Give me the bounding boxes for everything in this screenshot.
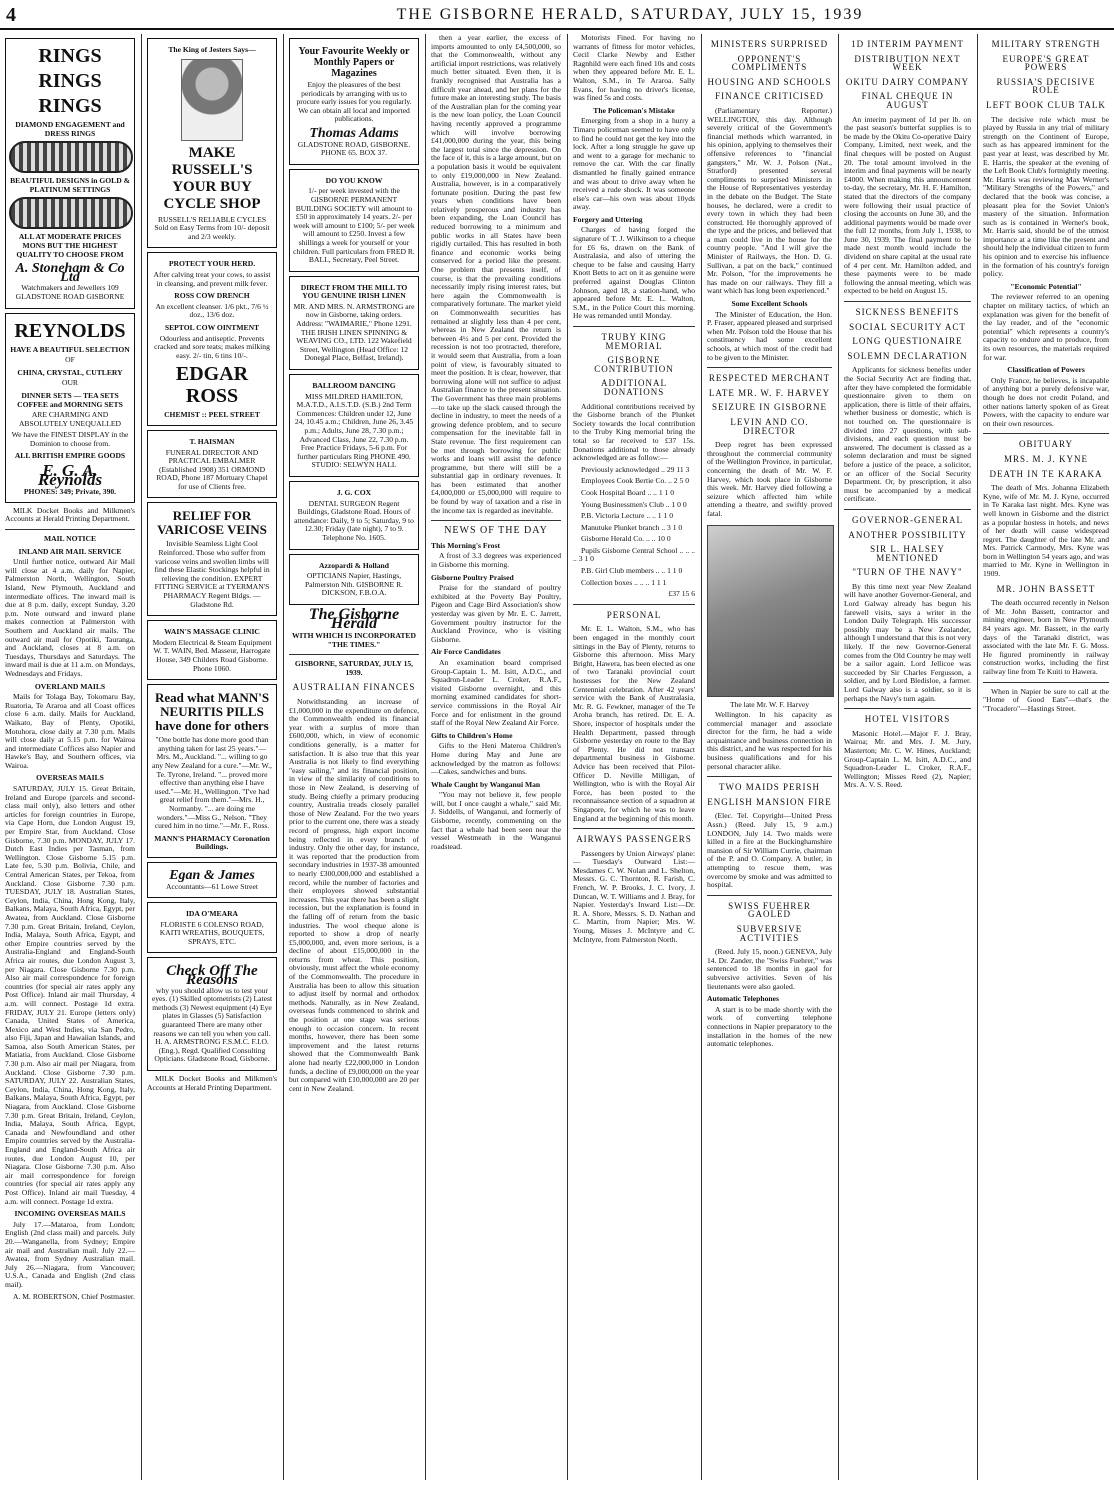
fin-cont: then a year earlier, the excess of imports amounted to only £4,500,000, so that the Commonwealth, without any artificial import restrictions, was relatively much better situated. Even then, it is frankly recognised that Australia has a difficult year ahead, and her plans for the future make an interesting study. The basis of the Australian plan for the coming year is the new loan policy, the Loan Council having recently approved a programme which will involve borrowing £41,000,000 during the year, this being the largest total since the depression. On the face of it, this is a large amount, but on a population basis it would be equivalent to only £19,000,000 in New Zealand. Australia, however, is in a comparatively fortunate position. During the past few years when conditions have been relatively prosperous and industry has been expanding, the Loan Council has reduced borrowing to a minimum and public works in all States have been rigidly curtailed. This has resulted in both finance and economic works being conserved for a period like the present. One problem that presents itself, of course, is that the prevailing conditions necessarily imply rising interest rates, but here again the Commonwealth is comparatively fortunate. The market yield on Commonwealth securities has remained at slightly less than 4 per cent, whereas in New Zealand the return is between 4½ and 5 per cent. Provided the recession is not too protracted, therefore, it would seem that Australia, from a loan point of view, is favourably situated to meet the position. It is clear, however, that borrowing alone will not suffice to adjust Australian finance to the present situation. The Government has three main problems—to take up the slack caused through the decline in industry, to meet the needs of a growing defence problem, and to secure compensation for the inevitable fall in State revenue. The first requirement can be met through borrowing for public works and loans will assist the defence programme, but there will still be a substantial gap in ordinary revenues. It has been estimated that another £4,000,000 or £5,000,000 will require to be found by way of taxation and a rise in the income tax is regarded as inevitable. <box>431 34 561 515</box>
maids-text: (Elec. Tel. Copyright—United Press Assn.) (Reed. July 15, 9 a.m.) LONDON, July 14. Two maids were killed in a fire at the Buckinghamshire mansion of Sir William Currie, chairman of the P. and O. Company. A butler, in attempting to rescue them, was overcome by smoke and was admitted to hospital. <box>707 811 832 890</box>
rings-line-1: RINGS <box>38 45 102 67</box>
incoming-text: July 17.—Mataroa, from London; English (2nd class mail) and parcels. July 20.—Wanganella, from Sydney; Empire air mail and Australian mail. July 22.—Awatea, from Sydney Australian mail. July 26.—Niagara, from Vancouver; U.S.A., Canada and English (2nd class mail). <box>5 1219 135 1289</box>
newspaper-title: THE GISBORNE HERALD, SATURDAY, JULY 15, 1939 <box>396 6 864 23</box>
maids-sub: ENGLISH MANSION FIRE <box>707 796 832 807</box>
news-text-3: An examination board comprised Group-Captain L. M. Isitt, A.D.C., and Squadron-Leader L. Croker, R.A.F., visited Gisborne overnight, and this morning examined candidates for short-service commissions in the Royal Air Force and for enlistment in the ground staff of the Royal New Zealand Air Force. <box>431 657 561 728</box>
int-sub-2: OKITU DAIRY COMPANY <box>845 76 970 87</box>
linen-text: MR. AND MRS. N. ARMSTRONG are now in Gisborne, taking orders. Address: "WAIMARIE," Phone 1291. THE IRISH LINEN SPINNING & WEAVING CO., LTD. 122 Wakefield Street, Wellington (Head Office: 12 Donegal Place, Belfast, Ireland). <box>293 301 415 363</box>
truby-sub-2: ADDITIONAL DONATIONS <box>601 378 667 397</box>
col5-top-text: Motorists Fined. For having no warrants of fitness for motor vehicles, Cecil Clarke Newby and Esther Ragnhild were each fined 10s and costs when they appeared before Mr. E. L. Walton, S.M., in Te Araroa. Sally Evans, for having no driver's license, was fined 5s and costs. <box>573 34 695 103</box>
column-8 <box>978 34 1114 1480</box>
fav-title: Your Favourite Weekly or Monthly Papers or Magazines <box>298 46 410 79</box>
overseas-text: SATURDAY, JULY 15. Great Britain, Ireland and Europe (parcels and second-class mail only), also letters and other articles for foreign countries in Europe, via Cape Horn, due London August 19, per Empire Star, from Auckland. Close Gisborne, 7.30 p.m. MONDAY, JULY 17. Dutch East Indies per Tasman, from Wellington. Close Gisborne 5.15 p.m. Late fee, 5.30 p.m. Bolivia, Chile, and Central American States, per Tekoa, from Auckland. Close Gisborne 7.30 p.m. TUESDAY, JULY 18. Australian States, Ceylon, India, China, Hong Kong, Italy, Balkans, Malaya, South Africa, Egypt, per Awatea, from Auckland. Close Gisborne 7.30 p.m. Great Britain, Ireland, Ceylon, India, Malaya, South Africa, Egypt, and other Empire countries served by the Australia-England and England-South Africa air routes, due London August 3, per Niagara. Close Gisborne 7.30 p.m. Also air mail correspondence for foreign countries (for special air rates apply any Post Office). Inland air mail Thursday, 4 a.m. will connect. Postage 1d extra. FRIDAY, JULY 21. Europe (letters only) Canada, United States of America, Mexico and West Indies, via San Pedro, also Fiji, Japan and Hawaiian Islands, and Samoa, also South American States, per Matiatia, from Auckland. Close Gisborne 7.30 p.m. Also air mail per Niagara, from Auckland. Close Gisborne 7.30 p.m. SATURDAY, JULY 22. Australian States, Ceylon, India, China, Hong Kong, Italy, Balkans, Malaya, South Africa, Egypt, per Niagara, from Auckland. Close Gisborne 7.30 p.m. Great Britain, Ireland, Ceylon, India, Malaya, South Africa, Egypt, Canada and Newfoundland and other Empire countries served by the Australia-England and England-South Africa air routes, due London August 10, per Niagara. Close Gisborne 7.30 p.m. Also air mail correspondence for foreign countries (for special air rates apply any Post Office). Inland air mail Tuesday, 4 a.m. will connect. Postage 1d extra. <box>5 784 135 1206</box>
know-text: 1/- per week invested with the GISBORNE PERMANENT BUILDING SOCIETY will amount to £50 in approximately 14 years. 2/- per week will amount to £100; 5/- per week will amount to £250. Invest a few shillings a week for yourself or your children. Full particulars from FRED R. BALL, Secretary, Peel Street. <box>293 186 415 265</box>
donation-row: Pupils Gisborne Central School .. .. .. .. 3 1 0 <box>573 545 695 564</box>
jesters-ad <box>147 38 277 248</box>
mail-sub: INLAND AIR MAIL SERVICE <box>18 546 122 556</box>
manns-title: Read what MANN'S NEURITIS PILLS have done for others <box>154 690 270 734</box>
reynolds-l3: CHINA, CRYSTAL, CUTLERY <box>17 367 123 377</box>
merchant-heading: RESPECTED MERCHANT <box>708 373 831 384</box>
jesters-text: The King of Jesters Says— <box>168 45 256 54</box>
overseas-heading: OVERSEAS MAILS <box>36 773 104 783</box>
divider <box>573 604 695 605</box>
cox-text: DENTAL SURGEON Regent Buildings, Gladstone Road. Hours of attendance: Daily, 9 to 5; Saturday, 9 to 12.30; Friday (late night), 7 to 9. Telephone No. 1605. <box>294 498 414 542</box>
donation-row: Previously acknowledged .. 29 11 3 <box>581 464 690 474</box>
divider <box>289 654 419 655</box>
mil-text-2: The reviewer referred to an opening chapter on military tactics, of which an explanation was given for the benefit of the lay reader, and of the "economic potential" which represents a country's capacity to endure and to produce, from its own resources, the materials required for war. <box>983 292 1109 362</box>
sick-sub-2: LONG QUESTIONAIRE <box>852 336 963 347</box>
donation-row: Cook Hospital Board .. .. 1 1 0 <box>581 487 675 497</box>
edgar-title: EDGAR ROSS <box>175 363 249 408</box>
fuehrer-sub: SUBVERSIVE ACTIVITIES <box>736 923 803 943</box>
merchant-sub-2: SEIZURE IN GISBORNE <box>712 402 827 413</box>
int-text: An interim payment of 1d per lb. on the past season's butterfat supplies is to be made by the Okitu Co-operative Dairy Company, Limited, next week, and the final cheques will be posted on August 20. The total amount involved in the interim and final payments will be nearly £4000. When making this announcement to-day, the secretary, Mr. H. F. Hamilton, stated that the directors of the company were following their usual practice of closing the accounts on June 30, and the additional payments would be made over the full 12 months, from July 1, 1938, to June 30, 1939. The final payment to be made next month would include the dividend on share capital at the usual rate of 4 per cent. Mr. Hamilton added, and these payments were to be made following the annual meeting, which was expected to be held on August 15. <box>844 114 971 296</box>
wains-title: WAIN'S MASSAGE CLINIC <box>164 627 260 637</box>
mil-text: The decisive role which must be played by Russia in any trial of military strength on the Continent of Europe, such as has appeared imminent for the past year at least, was described by Mr. E. Harris, the speaker at the evening of the Left Book Club's fortnightly meeting. Mr. Harris was reviewing Max Werner's "Military Strengths of the Powers," and declared that the book was concise, a pleasant plea for the Soviet Union's mastery of the situation. Information such as is contained in Werner's book, Mr. Harris said, should be of the utmost importance at a time like the present and should help the individual citizen to form his opinion and to exercise his influence in the formation of his country's foreign policy. <box>983 114 1109 279</box>
reynolds-phones: PHONES: 349; Private, 390. <box>23 487 117 497</box>
manns-sub: MANN'S PHARMACY Coronation Buildings. <box>154 833 270 852</box>
mail-heading: MAIL NOTICE <box>43 534 97 544</box>
news-text-5: "You may not believe it, few people will, but I once caught a whale," said Mr. J. Siddells, of Wanganui, and formerly of Gisborne, recently, commenting on the fact that a whale had been seen near the vessel Westmeath in the Wanganui roadstead. <box>431 790 561 851</box>
news-sub-5: Whale Caught by Wanganui Man <box>431 779 541 789</box>
opticians-ad <box>289 554 419 605</box>
linen-ad <box>289 276 419 370</box>
haisman-ad <box>147 430 277 499</box>
divider <box>707 367 832 368</box>
news-sub-4: Gifts to Children's Home <box>431 730 513 740</box>
mil-sub-3: LEFT BOOK CLUB TALK <box>986 99 1106 110</box>
postmaster: A. M. ROBERTSON, Chief Postmaster. <box>13 1291 135 1301</box>
mil-sub-5: Classification of Powers <box>1007 365 1085 375</box>
reynolds-l1: HAVE A BEAUTIFUL SELECTION <box>10 344 130 354</box>
column-3 <box>284 34 424 1480</box>
russell-title: MAKE RUSSELL'S YOUR BUY CYCLE SHOP <box>163 144 261 212</box>
adams-title: Thomas Adams <box>309 125 399 141</box>
ballroom-ad <box>289 374 419 477</box>
jester-illustration <box>181 59 243 141</box>
column-4 <box>426 34 566 1480</box>
column-5 <box>568 34 700 1480</box>
bassett-heading: MR. JOHN BASSETT <box>996 583 1096 594</box>
reynolds-l7: We have the FINEST DISPLAY in the Dominion to choose from. <box>11 430 129 448</box>
donation-row: Employees Cook Bertie Co. .. 2 5 0 <box>581 476 689 486</box>
merchant-text: Deep regret has been expressed throughout the commercial community of the Wellington Province, in particular, concerning the death of Mr. W. F. Harvey, which took place in Gisborne this week. Mr. Harvey died following a seizure which affected him while attending a theatre, and swiftly proved fatal. <box>707 440 832 518</box>
gov-sub-1: ANOTHER POSSIBILITY <box>848 529 967 540</box>
news-text-1: A frost of 3.3 degrees was experienced in Gisborne this morning. <box>431 551 561 570</box>
news-sub-2: Gisborne Poultry Praised <box>431 572 514 582</box>
rings-line-5: BEAUTIFUL DESIGNS in GOLD & PLATINUM SETTINGS <box>10 176 130 194</box>
septol-text: Odourless and antiseptic. Prevents cracked and sore teats; makes milking easy. 2/- tin, 6 tins 10/-. <box>154 333 270 360</box>
news-text-4: Gifts to the Heni Materoa Children's Home during May and June are acknowledged by the matron as follows:—Cakes, sandwiches and buns. <box>431 741 561 777</box>
bassett-text: The death occurred recently in Nelson of Mr. John Bassett, contractor and mining engineer, born in New Plymouth 84 years ago. Mr. Bassett, in the early days of the Taranaki district, was associated with the late Mr. F. G. Moss. He figured prominently in railway construction works, including the first railway line from Te Kuiti to Hawera. <box>983 598 1109 676</box>
divider <box>844 301 971 302</box>
col5-text-1: Emerging from a shop in a hurry a Timaru policeman seemed to have only to find he could not get the key into the lock. After a long struggle he gave up and went to a garage for mechanic to remove the car. With the car finally dismantled he finally gained entrance and was about to drive away when he received a rude shock. It was someone else's car—his own was about 10yds away. <box>573 116 695 212</box>
hotel-heading: HOTEL VISITORS <box>864 714 951 725</box>
cox-title: J. G. COX <box>336 487 372 497</box>
merchant-sub-3: LEVIN AND CO. DIRECTOR <box>730 416 809 436</box>
merchant-sub-1: LATE MR. W. F. HARVEY <box>708 387 831 398</box>
truby-heading: TRUBY KING MEMORIAL <box>601 332 667 351</box>
favourite-ad <box>289 38 419 165</box>
col5-text-2: Charges of having forged the signature of T. J. Wilkinson to a cheque for £6 6s, drawn on the Bank of Australasia, and also of uttering the cheque to be false and causing Harry Knott Betts to act on it as genuine were preferred against Douglas Clinton Johnson, aged 18, a station-hand, who appeared before Mr. E. L. Walton, S.M., in the Police Court this morning. He was remanded until Monday. <box>573 225 695 321</box>
reynolds-ad <box>5 313 135 503</box>
ballroom-text: MISS MILDRED HAMILTON, M.A.T.D., A.I.S.T.D. (S.B.) 2nd Term Commences: Children under 12, June 24, 10.45 a.m.; Children, June 26, 3.45 p.m.; Adults, June 28, 7.30 p.m.; Advanced Class, June 22, 7.30 p.m. Free Practice Fridays, 5-6 p.m. For further particulars Ring PHONE 490. STUDIO: SELWYN HALL <box>294 391 414 470</box>
news-sub-3: Air Force Candidates <box>431 647 501 657</box>
egan-sub: Accountants—61 Lowe Street <box>166 881 258 891</box>
maids-heading: TWO MAIDS PERISH <box>718 782 820 793</box>
mil-heading: MILITARY STRENGTH <box>991 39 1101 49</box>
column-7 <box>839 34 976 1480</box>
airways-text: Passengers by Union Airways' plane:— Tuesday's Outward List:—Mesdames C. W. Nolan and L. Shelton, Messrs. G. C. Thornton, R. Farish, C. French, W. P. Brooks, J. C. Ivory, J. Duncan, W. T. Williams and J. Bray, for Napier. Yesterday's Inward List:—Dr. R. A. Shore, Messrs. S. D. Nathan and C. Martin, from Napier; Mrs. W. Young, Misses J. McIntyre and C. McIntyre, from Palmerston North. <box>573 848 695 944</box>
divider <box>431 520 561 521</box>
fuehrer-text: (Reed. July 15, noon.) GENEVA, July 14. Dr. Zander, the "Swiss Fuehrer," was sentenced to 18 months in gaol for subversive activities. Seven of his lieutenants were also gaoled. <box>707 947 832 991</box>
edgar-sub: CHEMIST :: PEEL STREET <box>164 410 260 420</box>
masthead <box>0 0 1114 30</box>
obit-text: The death of Mrs. Johanna Elizabeth Kyne, wife of Mr. M. J. Kyne, occurred in Te Karaka last night. Mrs. Kyne was well known in Gisborne and the district as a popular hostess in hotels, and news of her death will cause widespread regret. The daughter of the late Mr. and Mrs. Patrick Carmody, Mrs. Kyne was born in Wellington 54 years ago, and was married to Mr. Kyne in Wellington in 1909. <box>983 483 1109 579</box>
column-1 <box>0 34 140 1480</box>
stoneham-name: A. Stoneham & Co Ltd <box>15 261 125 285</box>
min-sub-3: FINANCE CRITICISED <box>715 91 824 102</box>
rings-ad <box>5 38 135 309</box>
photo-caption: The late Mr. W. F. Harvey <box>729 699 810 709</box>
drench-title: ROSS COW DRENCH <box>174 291 250 301</box>
hotel-text: Masonic Hotel.—Major F. J. Bray, Wairoa; Mr. and Mrs. J. M. Jury, Masterton; Mr. C. W. Hines, Auckland; Group-Captain L. M. Isitt, A.D.C., and Squadron-Leader L. Croker, R.A.F., Wellington; Misses Reed (2), Napier; Mrs. A. V. S. Reed. <box>844 728 971 790</box>
septol-title: SEPTOL COW OINTMENT <box>164 322 260 332</box>
relief-title: RELIEF FOR VARICOSE VEINS <box>157 508 267 538</box>
ballroom-title: BALLROOM DANCING <box>312 381 396 391</box>
herald-title: The Gisborne Herald <box>308 605 400 632</box>
min-sub-4: Some Excellent Schools <box>731 299 808 309</box>
int-heading: 1D INTERIM PAYMENT <box>851 39 964 49</box>
personal-heading: PERSONAL <box>606 609 662 620</box>
donations-total: £37 15 6 <box>668 589 695 599</box>
ida-ad <box>147 902 277 953</box>
airways-heading: AIRWAYS PASSENGERS <box>576 834 692 845</box>
divider <box>573 326 695 327</box>
rings-line-4: DIAMOND ENGAGEMENT and DRESS RINGS <box>15 120 125 138</box>
truby-sub: GISBORNE CONTRIBUTION <box>594 355 674 374</box>
ida-title: IDA O'MEARA <box>185 909 239 919</box>
rings-line-3: RINGS <box>38 95 102 117</box>
fin-text: Notwithstanding an increase of £1,000,000 in the expenditure on defence, the Commonwealth ended its financial year with a surplus of more than £600,000, which, in view of economic conditions generally, is a matter for satisfaction. It is also true that this year Australia is not likely to find everything "easy sailing," and its financial position, in view of the similarity of conditions to those in New Zealand, is deserving of study. Being chiefly a primary producing country, Australia treads closely parallel those of New Zealand. For the two years prior to the current one, there was a steady record of progress, high export income being reflected in every branch of industry. Only the other day, for instance, it was reported that the production from secondary industries in 1937-38 amounted to nearly £300,000,000 and established a record, while the number of factories and their employees showed substantial increases. This year there has been a slight recession, but the explanation is found in the falling off of return from the basic industries. The wool cheque alone is reported to show a drop of nearly £5,000,000, and, even more serious, is a decline of about £15,000,000 in the returns from wheat. This position, obviously, must affect the whole economy of the Commonwealth. The procedure in Australia has been to allow this situation to adjust itself by normal and orthodox methods. Naturally, as in New Zealand, overseas funds commenced to shrink and the position at one stage was serious enough to occasion concern. In recent months, however, there has been some improvement and the latest returns showed that the Commonwealth Bank alone had nearly £22,000,000 in London funds, a decline of £9,000,000 on the year but compared with £10,000,000 are 20 per cent in New Zealand. <box>289 697 419 1093</box>
divider <box>707 776 832 777</box>
obit-sub-2: DEATH IN TE KARAKA <box>989 468 1103 479</box>
date-line: GISBORNE, SATURDAY, JULY 15, 1939. <box>294 659 414 677</box>
russell-text: RUSSELL'S RELIABLE CYCLES Sold on Easy Terms from 10/- deposit and 2/3 weekly. <box>154 214 270 241</box>
divider <box>844 708 971 709</box>
news-text-2: Praise for the standard of poultry exhibited at the Poverty Bay Poultry, Pigeon and Cage Bird Association's show yesterday was given by Mr. E. C. Jarrett, Government poultry instructor for the Auckland Province, who is visiting Gisborne. <box>431 583 561 644</box>
relief-text: Invisible Seamless Light Cool Reinforced. Those who suffer from varicose veins and swollen limbs will find these Elastic Stockings helpful in relieving the condition. EXPERT FITTING SERVICE at TYERMAN'S PHARMACY Regent Bldgs. — Gladstone Rd. <box>154 539 270 609</box>
milk-notice: MILK Docket Books and Milkmen's Accounts at Herald Printing Department. <box>5 505 135 524</box>
harvey-portrait <box>707 525 834 697</box>
int-sub-1: DISTRIBUTION NEXT WEEK <box>854 53 961 73</box>
adams-sub: GLADSTONE ROAD, GISBORNE. PHONE 65. BOX 37. <box>297 139 411 158</box>
mil-sub-1: EUROPE'S GREAT POWERS <box>1002 53 1090 73</box>
footer-text: When in Napier be sure to call at the "Home of Good Eats"—that's the "Trocadero"—Hastings Street. <box>983 686 1109 713</box>
donation-row: Young Businessmen's Club .. 1 0 0 <box>581 499 687 509</box>
relief-ad <box>147 502 277 616</box>
divider <box>844 509 971 510</box>
incoming-heading: INCOMING OVERSEAS MAILS <box>14 1209 126 1219</box>
herald-sub: WITH WHICH IS INCORPORATED "THE TIMES." <box>292 631 416 649</box>
fin-heading: AUSTRALIAN FINANCES <box>292 682 416 693</box>
sick-sub-3: SOLEMN DECLARATION <box>847 350 968 361</box>
mail-text: Until further notice, outward Air Mail will close at 4 a.m. daily for Napier, Palmerston North, Wellington, South Island, New Plymouth, Auckland and intermediate offices. The inward mail is due at 8 p.m. daily, except Sunday, 3.20 p.m. Note outward and inward plane makes connection at Palmerston with Southern and Auckland air mails. The outward air mail for Opotiki, Tauranga, and Auckland, closes at 8 a.m. on Tuesdays, Thursdays and Saturdays. The inward mail is due at 11 a.m. on Mondays, Wednesdays and Fridays. <box>5 557 135 678</box>
haisman-title: T. HAISMAN <box>189 436 235 446</box>
divider <box>5 529 135 530</box>
min-text-2: The Minister of Education, the Hon. P. Fraser, appeared pleased and surprised when Mr. Polson told the House that his constituency had some excellent schools, at which most of the credit had to be given to the Minister. <box>707 309 832 362</box>
opt-title: Azzopardi & Holland <box>318 560 390 570</box>
news-heading: NEWS OF THE DAY <box>444 525 548 537</box>
ring-illustration <box>9 141 133 173</box>
gov-text: By this time next year New Zealand will have another Governor-General, and Lord Galway already has begun his farewell visits, says a writer in the London Daily Telegraph. His successor possibly may be a New Zealander, although I understand that this is not very likely. If the new Governor-General comes from the Old Country he may well be a sailor again. Lord Jellicoe was succeeded by Sir Charles Fergusson, a soldier, and by Lord Bledisloe, a farmer. Lord Galway also is a soldier, so it is perhaps the Navy's turn again. <box>844 581 971 703</box>
donation-row: P.B. Victoria Lecture .. .. 1 1 0 <box>581 511 673 521</box>
reynolds-l4: OUR <box>61 378 79 388</box>
rings-line-2: RINGS <box>38 70 102 92</box>
mil-sub-2: RUSSIA'S DECISIVE ROLE <box>996 76 1096 96</box>
sick-heading: SICKNESS BENEFITS <box>855 307 960 318</box>
haisman-text: FUNERAL DIRECTOR AND PRACTICAL EMBALMER (Established 1908) 351 ORMOND ROAD, Phone 187 Mortuary Chapel for use of Clients free. <box>156 447 268 491</box>
stoneham-address: Watchmakers and Jewellers 109 GLADSTONE ROAD GISBORNE <box>15 283 125 301</box>
reynolds-l6: ARE CHARMING AND ABSOLUTELY UNEQUALLED <box>18 410 122 428</box>
divider <box>983 433 1109 434</box>
donations-list <box>573 466 695 599</box>
check-title: Check Off The Reasons <box>166 963 258 989</box>
sick-sub-1: SOCIAL SECURITY ACT <box>849 321 966 332</box>
donation-row: Manutuke Plunket branch .. 3 1 0 <box>581 522 683 532</box>
manns-ad <box>147 684 277 858</box>
cox-ad <box>289 481 419 550</box>
ring-illustration-2 <box>9 197 133 229</box>
manns-text: "One bottle has done more good than anything taken for last 25 years."—Mrs. M., Auckland. "... willing to go any New Zealand for a cure."—Mr. W., Te. Tyrone, Ireland. "... proved more effective than anything else I have used."—Mr. H., Wellington. "I've had great relief from them."—Mrs. H., Normanby. "... are doing me wonders."—Miss G., Nelson. "They cured him in no time."—Mr. F., Ross. <box>152 735 272 831</box>
overland-text: Mails for Tolaga Bay, Tokomaru Bay, Ruatoria, Te Araroa and all Coast offices close 6 a.m. daily. Mails for Auckland, Waikato, Bay of Plenty, Opotiki, Motuhora, close daily at 7.30 p.m. Mails will close daily at 5.15 p.m. for Wairoa and intermediate Coffices also Napier and Hawke's Bay, and Southern offices, via Wairoa. <box>5 692 135 770</box>
gov-heading: GOVERNOR-GENERAL <box>852 514 963 525</box>
donation-row: Collection boxes .. .. .. 1 1 1 <box>581 577 667 587</box>
gov-sub-2: SIR L. HALSEY MENTIONED <box>870 544 945 563</box>
mil-sub-4: "Economic Potential" <box>1010 281 1082 291</box>
reynolds-title: REYNOLDS <box>14 319 126 342</box>
mil-text-3: Only France, he believes, is incapable of anything but a purely defensive war, though he does not credit Poland, and other nations latterly spoken of as Great Powers, with the capacity to endure war on their own resources. <box>983 375 1109 428</box>
reynolds-firm: E. G. A. Reynolds <box>37 461 103 489</box>
reynolds-l8: ALL BRITISH EMPIRE GOODS <box>14 451 126 461</box>
col5-sub-1: The Policeman's Mistake <box>593 105 675 115</box>
page-number: 4 <box>6 4 16 26</box>
egan-title: Egan & James <box>169 867 255 883</box>
obit-heading: OBITUARY <box>1018 439 1073 450</box>
sick-text: Applicants for sickness benefits under the Social Security Act are finding that, after they have completed the formidable questionnaire given to them on application, there is little of their affairs, whether business or domestic, which is not touched on. The questionnaire is divided into 27 questions, with sub-divisions, and each question must be answered. The document is classed as a solemn declaration and must be signed before a justice of the peace, a solicitor, or an officer of the Social Security Department. Or, by prescription, it also must be accompanied by a medical certificate. <box>844 365 971 504</box>
int-sub-3: FINAL CHEQUE IN AUGUST <box>861 91 954 110</box>
reynolds-l2: OF <box>65 355 75 365</box>
gov-sub-3: "TURN OF THE NAVY" <box>852 567 963 578</box>
phones-sub: Automatic Telephones <box>707 994 779 1004</box>
herd-text: After calving treat your cows, to assist in cleansing, and prevent milk fever. <box>153 269 271 288</box>
check-ad <box>147 957 277 1071</box>
news-sub-1: This Morning's Frost <box>431 540 501 550</box>
min-heading: MINISTERS SURPRISED <box>710 39 829 49</box>
ida-text: FLORISTE 6 COLENSO ROAD, KAITI WREATHS, BOUQUETS, SPRAYS, ETC. <box>159 919 265 946</box>
truby-text: Additional contributions received by the Gisborne branch of the Plunket Society towards the local contribution to the Truby King memorial bring the total so far received to £37 15s. Donations additional to those already acknowledged are as follow:— <box>573 401 695 463</box>
know-title: DO YOU KNOW <box>325 175 383 185</box>
drench-text: An excellent cleanser. 1/6 pkt., 7/6 ½ doz., 13/6 doz. <box>155 301 269 320</box>
personal-text: Mr. E. L. Walton, S.M., who has been engaged in the monthly court sittings in the Bay of Plenty, returns to Gisborne this afternoon. Miss Mary Bright, Hawera, has been elected as one of two Taranaki provincial court hostesses for the New Zealand Centennial celebration. After 42 years' service with the Bank of Australasia, Mr. R. G. Fewkner, manager of the Te Aroha branch, has retired. Dr. E. A. Shore, inspector of hospitals under the Health Department, passed through Gisborne yesterday en route to the Bay of Plenty. He did not transact departmental business in Gisborne. Advice has been received that Pilot-Officer D. Neville Milligan, of Wellington, who is with the Royal Air Force, has been posted to the reconnaissance section of a squadron at Singapore, for which he was to leave England at the beginning of this month. <box>573 624 695 823</box>
min-sub-2: HOUSING AND SCHOOLS <box>707 76 832 87</box>
herd-title: PROTECT YOUR HERD. <box>168 259 256 269</box>
fuehrer-heading: SWISS FUEHRER GAOLED <box>728 900 811 920</box>
divider <box>573 828 695 829</box>
reynolds-l5: DINNER SETS — TEA SETS COFFEE and MORNING SETS <box>17 390 123 409</box>
obit-sub-1: MRS. M. J. KYNE <box>1003 453 1088 464</box>
check-text: why you should allow us to test your eyes. (1) Skilled optometrists (2) Latest methods (3) Newest equipment (4) Eye plates in Glasses (5) Satisfaction guaranteed There are many other reasons we can tell you when you call. H. A. ARMSTRONG F.S.M.C. F.I.O. (Eng.), Regd. Qualified Consulting Opticians. Gladstone Road, Gisborne. <box>151 985 273 1064</box>
opt-text: OPTICIANS Napier, Hastings, Palmerston Nth. GISBORNE R. DICKSON, F.B.O.A. <box>304 571 404 598</box>
divider <box>983 682 1109 683</box>
col5-sub-2: Forgery and Uttering <box>573 214 643 224</box>
column-6 <box>702 34 837 1480</box>
phones-text: A start is to be made shortly with the work of converting telephone connections in Napier preparatory to the installation in the homes of the new automatic telephones. <box>707 1004 832 1049</box>
donation-row: Gisborne Herald Co. .. .. 10 0 <box>581 534 671 544</box>
overland-heading: OVERLAND MAILS <box>34 681 106 691</box>
divider <box>707 895 832 896</box>
linen-title: DIRECT FROM THE MILL TO YOU GENUINE IRISH LINEN <box>300 282 408 301</box>
min-sub-1: OPPONENT'S COMPLIMENTS <box>731 53 808 73</box>
ross-ad <box>147 252 277 426</box>
fav-text: Enjoy the pleasures of the best periodicals by arranging with us to procure early issues for you regularly. We can obtain all local and imported publications. <box>296 80 412 124</box>
building-society-ad <box>289 169 419 272</box>
wains-text: Modern Electrical & Steam Equipment W. T. WAIN, Bed. Masseur, Harrogate House, 349 Childers Road Gisborne. Phone 1060. <box>152 637 272 673</box>
rings-line-6: ALL AT MODERATE PRICES MONS BUT THE HIGHEST QUALITY TO CHOOSE FROM <box>16 232 124 259</box>
column-2 <box>142 34 282 1480</box>
egan-ad <box>147 862 277 898</box>
wains-ad <box>147 620 277 680</box>
merchant-text-2: Wellington. In his capacity as commercial manager and associate director for the firm, he had a wide acquaintance and business connection in this district, and he was respected for his business qualifications and for his personal character alike. <box>707 710 832 771</box>
milk-notice-2: MILK Docket Books and Milkmen's Accounts at Herald Printing Department. <box>147 1074 277 1092</box>
min-text: (Parliamentary Reporter.) WELLINGTON, this day. Although severely critical of the Government's financial methods which warranted, in his opinion, applying to themselves their offensive references to "financial gangsters," Mr. W. J. Polson (Nat., Stratford) presented several compliments to surprised Ministers in the House of Representatives yesterday in the debate on the Budget. The State houses, he declared, were a credit to every town in which they had been constructed. He thoroughly approved of the type and the prices, and believed that a man could live in the house for the country people. "And I will give the Minister of Railways, the Hon. D. G. Sullivan, a pat on the back," continued Mr. Polson, "for the improvements he has made on our railways. They fill a want which has long been experienced." <box>707 105 832 296</box>
donation-row: P.B. Girl Club members .. .. 1 1 0 <box>581 566 683 576</box>
